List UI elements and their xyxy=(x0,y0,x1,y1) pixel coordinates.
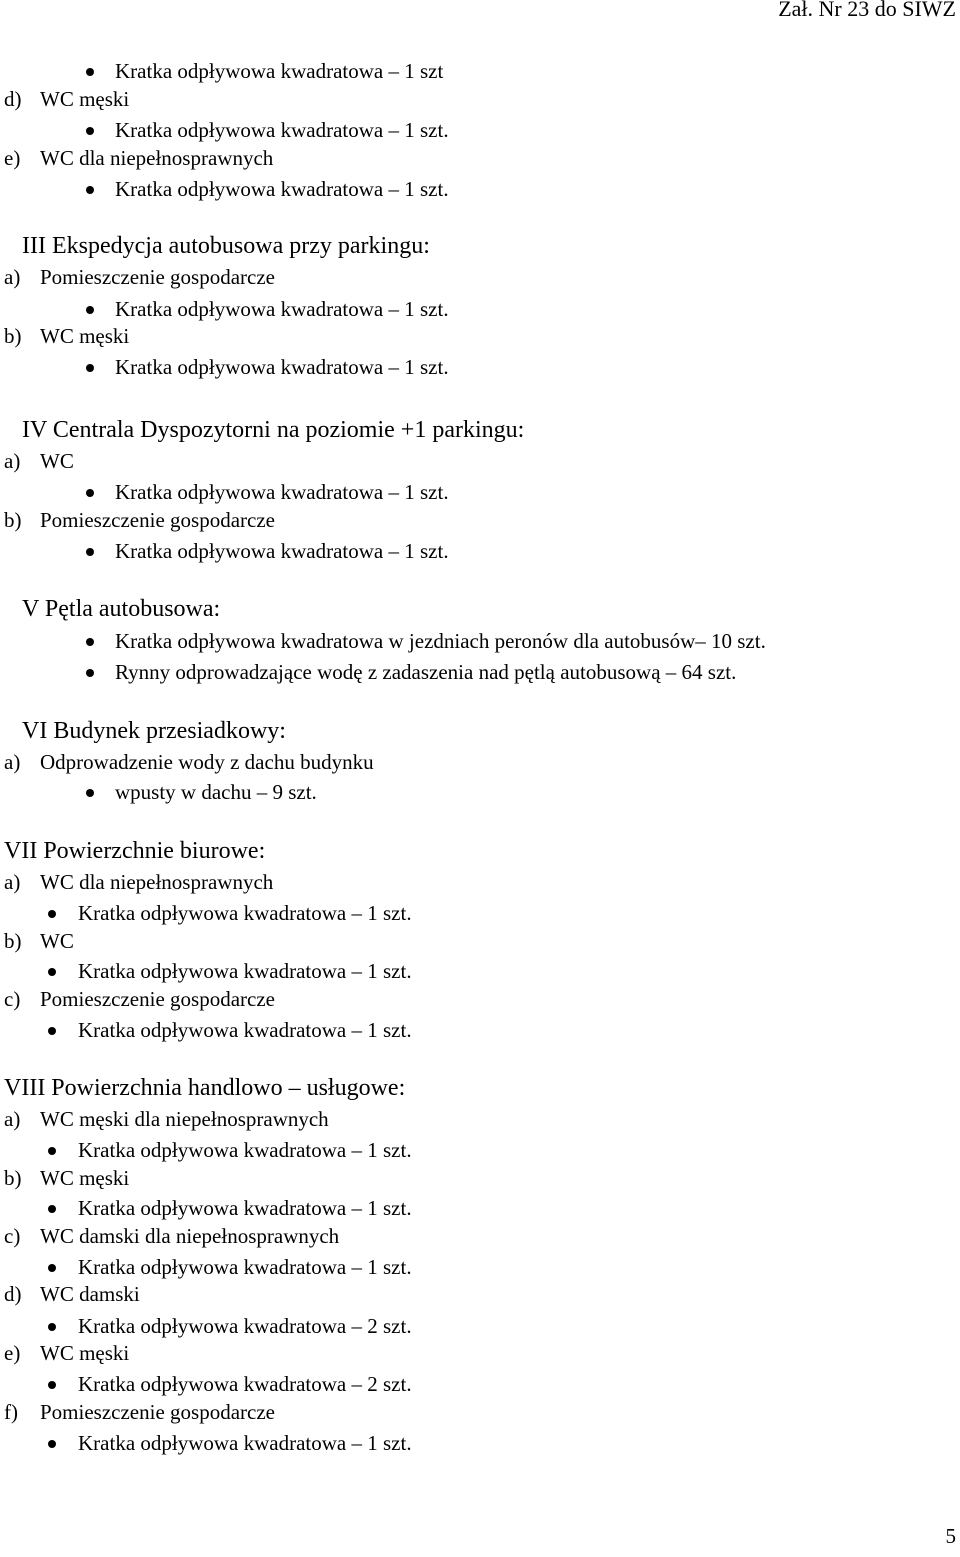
list-item: Kratka odpływowa kwadratowa – 1 szt. xyxy=(78,1255,412,1279)
list-item: Kratka odpływowa kwadratowa – 1 szt. xyxy=(115,118,449,142)
section-heading: IV Centrala Dyspozytorni na poziomie +1 parkingu: xyxy=(22,417,525,443)
list-letter: b) xyxy=(4,508,22,532)
section-heading: VII Powierzchnie biurowe: xyxy=(4,838,266,864)
list-item: Kratka odpływowa kwadratowa – 1 szt. xyxy=(115,355,449,379)
list-item: Rynny odprowadzające wodę z zadaszenia nad pętlą autobusową – 64 szt. xyxy=(115,660,737,684)
bullet-icon xyxy=(48,1147,56,1155)
bullet-icon xyxy=(48,1205,56,1213)
section-heading: V Pętla autobusowa: xyxy=(22,596,221,622)
list-letter: e) xyxy=(4,1341,21,1365)
list-item: Kratka odpływowa kwadratowa – 1 szt. xyxy=(115,297,449,321)
list-letter: a) xyxy=(4,265,21,289)
list-item: Kratka odpływowa kwadratowa – 2 szt. xyxy=(78,1372,412,1396)
subsection-label: WC męski xyxy=(40,324,130,348)
subsection-label: WC męski xyxy=(40,1341,130,1365)
subsection-label: WC dla niepełnosprawnych xyxy=(40,870,274,894)
subsection-label: Pomieszczenie gospodarcze xyxy=(40,987,275,1011)
bullet-icon xyxy=(48,968,56,976)
list-letter: d) xyxy=(4,87,22,111)
list-letter: c) xyxy=(4,987,21,1011)
bullet-icon xyxy=(86,638,94,646)
bullet-icon xyxy=(86,68,94,76)
subsection-label: Pomieszczenie gospodarcze xyxy=(40,265,275,289)
header-reference: Zał. Nr 23 do SIWZ xyxy=(778,0,956,21)
bullet-icon xyxy=(86,489,94,497)
list-item: Kratka odpływowa kwadratowa – 1 szt xyxy=(115,59,444,83)
bullet-icon xyxy=(48,1264,56,1272)
subsection-label: Odprowadzenie wody z dachu budynku xyxy=(40,750,374,774)
subsection-label: WC męski xyxy=(40,1166,130,1190)
list-item: Kratka odpływowa kwadratowa – 1 szt. xyxy=(78,1018,412,1042)
list-letter: a) xyxy=(4,1107,21,1131)
subsection-label: WC męski dla niepełnosprawnych xyxy=(40,1107,329,1131)
list-letter: c) xyxy=(4,1224,21,1248)
list-letter: a) xyxy=(4,750,21,774)
page-number: 5 xyxy=(945,1524,956,1548)
list-letter: f) xyxy=(4,1400,18,1424)
list-item: Kratka odpływowa kwadratowa – 1 szt. xyxy=(115,480,449,504)
list-item: Kratka odpływowa kwadratowa – 1 szt. xyxy=(78,1196,412,1220)
section-heading: VIII Powierzchnia handlowo – usługowe: xyxy=(4,1075,406,1101)
section-heading: III Ekspedycja autobusowa przy parkingu: xyxy=(22,233,430,259)
list-item: Kratka odpływowa kwadratowa – 1 szt. xyxy=(115,177,449,201)
bullet-icon xyxy=(86,186,94,194)
bullet-icon xyxy=(48,910,56,918)
subsection-label: Pomieszczenie gospodarcze xyxy=(40,508,275,532)
list-letter: a) xyxy=(4,870,21,894)
bullet-icon xyxy=(48,1440,56,1448)
list-letter: d) xyxy=(4,1282,22,1306)
list-letter: e) xyxy=(4,146,21,170)
bullet-icon xyxy=(86,364,94,372)
bullet-icon xyxy=(86,789,94,797)
subsection-label: WC damski xyxy=(40,1282,140,1306)
list-item: Kratka odpływowa kwadratowa – 1 szt. xyxy=(78,901,412,925)
bullet-icon xyxy=(48,1323,56,1331)
subsection-label: WC damski dla niepełnosprawnych xyxy=(40,1224,340,1248)
list-letter: b) xyxy=(4,324,22,348)
list-item: Kratka odpływowa kwadratowa – 1 szt. xyxy=(78,1431,412,1455)
section-heading: VI Budynek przesiadkowy: xyxy=(22,718,286,744)
list-item: Kratka odpływowa kwadratowa w jezdniach peronów dla autobusów– 10 szt. xyxy=(115,629,766,653)
subsection-label: WC męski xyxy=(40,87,130,111)
list-item: Kratka odpływowa kwadratowa – 2 szt. xyxy=(78,1314,412,1338)
bullet-icon xyxy=(86,669,94,677)
list-item: Kratka odpływowa kwadratowa – 1 szt. xyxy=(115,539,449,563)
bullet-icon xyxy=(86,548,94,556)
list-letter: a) xyxy=(4,449,21,473)
list-item: wpusty w dachu – 9 szt. xyxy=(115,780,317,804)
list-item: Kratka odpływowa kwadratowa – 1 szt. xyxy=(78,1138,412,1162)
subsection-label: Pomieszczenie gospodarcze xyxy=(40,1400,275,1424)
list-item: Kratka odpływowa kwadratowa – 1 szt. xyxy=(78,959,412,983)
subsection-label: WC xyxy=(40,449,74,473)
list-letter: b) xyxy=(4,929,22,953)
subsection-label: WC dla niepełnosprawnych xyxy=(40,146,274,170)
list-letter: b) xyxy=(4,1166,22,1190)
subsection-label: WC xyxy=(40,929,74,953)
bullet-icon xyxy=(86,127,94,135)
bullet-icon xyxy=(86,306,94,314)
bullet-icon xyxy=(48,1381,56,1389)
bullet-icon xyxy=(48,1027,56,1035)
